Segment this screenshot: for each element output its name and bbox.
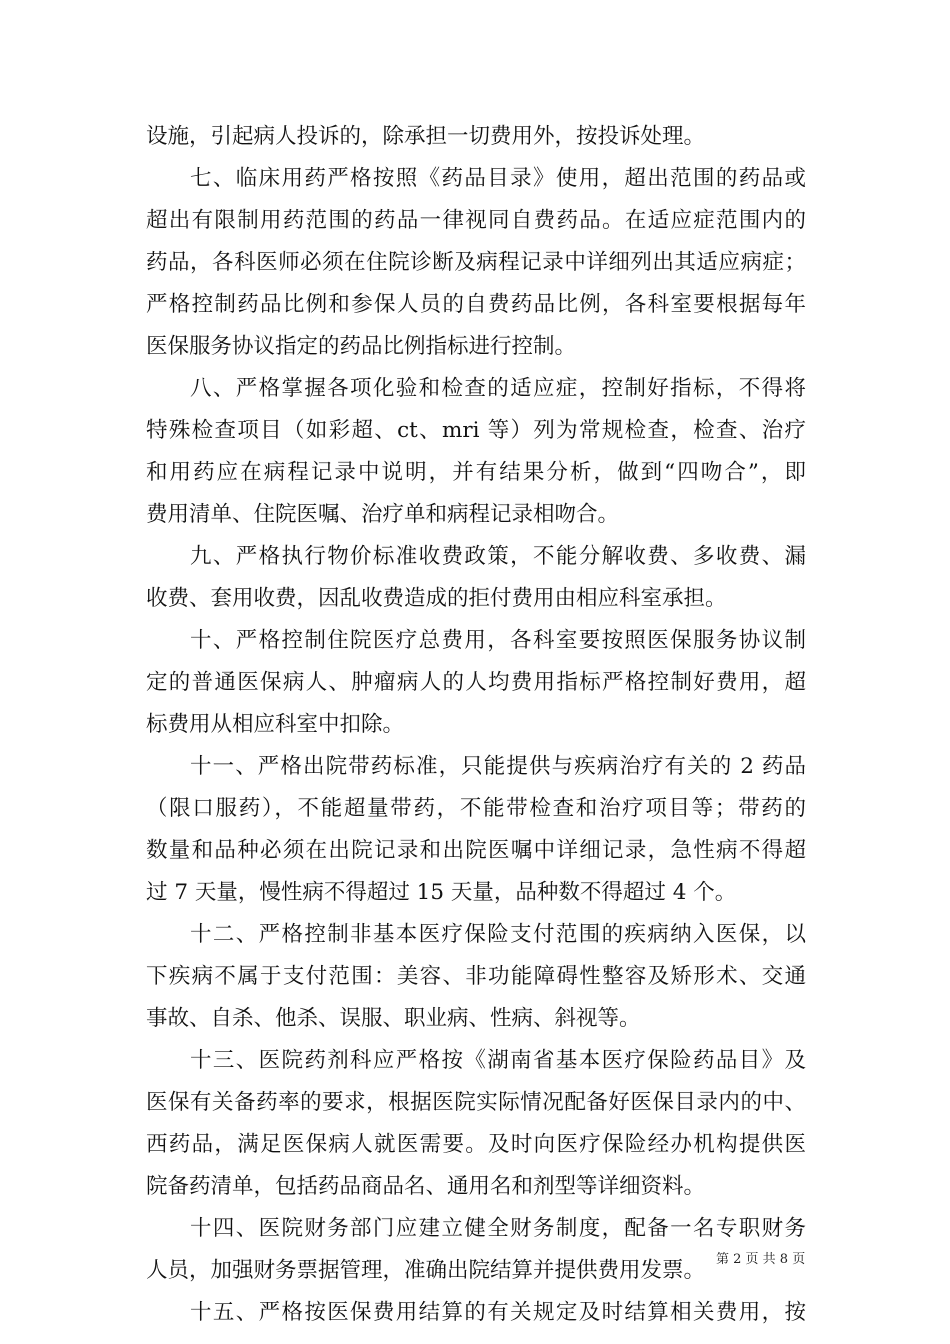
text-line: 药品，各科医师必须在住院诊断及病程记录中详细列出其适应病症； xyxy=(146,250,806,275)
text-line: 院备药清单，包括药品商品名、通用名和剂型等详细资料。 xyxy=(146,1174,706,1199)
document-body xyxy=(146,116,806,1334)
text-line: 严格控制药品比例和参保人员的自费药品比例，各科室要根据每年 xyxy=(146,292,806,317)
text-line: 标费用从相应科室中扣除。 xyxy=(146,712,405,737)
page-number: 第 2 页 共 8 页 xyxy=(716,1252,806,1267)
text-line: 事故、自杀、他杀、误服、职业病、性病、斜视等。 xyxy=(146,1006,641,1031)
text-line: 医保有关备药率的要求，根据医院实际情况配备好医保目录内的中、 xyxy=(146,1090,806,1115)
text-line: 数量和品种必须在出院记录和出院医嘱中详细记录，急性病不得超 xyxy=(146,838,806,863)
text-line: （限口服药），不能超量带药，不能带检查和治疗项目等；带药的 xyxy=(146,796,806,821)
text-line: 费用清单、住院医嘱、治疗单和病程记录相吻合。 xyxy=(146,502,620,527)
text-line: 十一、严格出院带药标准，只能提供与疾病治疗有关的 2 药品 xyxy=(190,754,806,779)
text-line: 十二、严格控制非基本医疗保险支付范围的疾病纳入医保，以 xyxy=(190,922,806,947)
text-line: 医保服务协议指定的药品比例指标进行控制。 xyxy=(146,334,577,359)
text-line: 和用药应在病程记录中说明，并有结果分析，做到“四吻合”，即 xyxy=(146,460,806,485)
text-line: 设施，引起病人投诉的，除承担一切费用外，按投诉处理。 xyxy=(146,124,706,149)
text-line: 七、临床用药严格按照《药品目录》使用，超出范围的药品或 xyxy=(190,166,806,191)
text-line: 九、严格执行物价标准收费政策，不能分解收费、多收费、漏 xyxy=(190,544,806,569)
text-line: 八、严格掌握各项化验和检查的适应症，控制好指标，不得将 xyxy=(190,376,806,401)
text-line: 十四、医院财务部门应建立健全财务制度，配备一名专职财务 xyxy=(190,1216,806,1241)
text-line: 人员，加强财务票据管理，准确出院结算并提供费用发票。 xyxy=(146,1258,706,1283)
text-line: 十、严格控制住院医疗总费用，各科室要按照医保服务协议制 xyxy=(190,628,806,653)
text-line: 超出有限制用药范围的药品一律视同自费药品。在适应症范围内的 xyxy=(146,208,806,233)
text-line: 西药品，满足医保病人就医需要。及时向医疗保险经办机构提供医 xyxy=(146,1132,806,1157)
text-line: 十五、严格按医保费用结算的有关规定及时结算相关费用，按 xyxy=(190,1300,806,1325)
text-line: 特殊检查项目（如彩超、ct、mri 等）列为常规检查，检查、治疗 xyxy=(146,418,806,443)
text-line: 收费、套用收费，因乱收费造成的拒付费用由相应科室承担。 xyxy=(146,586,727,611)
text-line: 定的普通医保病人、肿瘤病人的人均费用指标严格控制好费用，超 xyxy=(146,670,806,695)
text-line: 十三、医院药剂科应严格按《湖南省基本医疗保险药品目》及 xyxy=(190,1048,806,1073)
text-line: 下疾病不属于支付范围：美容、非功能障碍性整容及矫形术、交通 xyxy=(146,964,806,989)
text-line: 过 7 天量，慢性病不得超过 15 天量，品种数不得超过 4 个。 xyxy=(146,880,737,905)
